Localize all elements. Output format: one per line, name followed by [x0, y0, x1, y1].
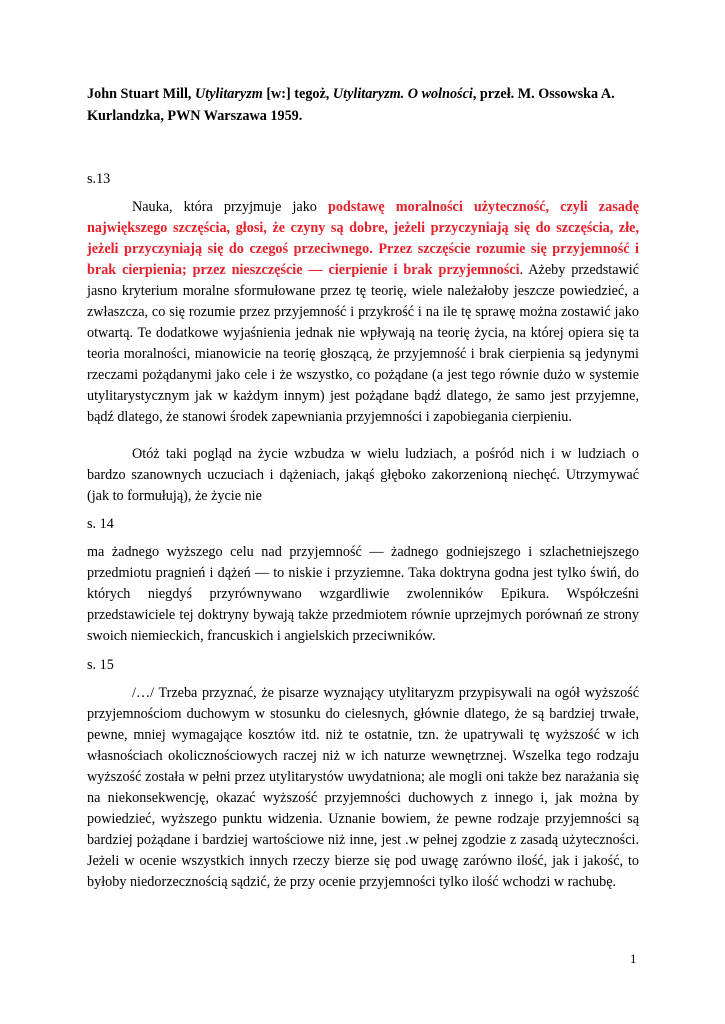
paragraph-1: [87, 197, 639, 428]
heading-translator: , przeł. M. Ossowska A. Kurlandzka, PWN Warszawa 1959.: [87, 86, 615, 124]
page-number: 1: [630, 951, 637, 966]
heading-title: Utylitaryzm: [195, 86, 263, 102]
page-marker-14: s. 14: [87, 516, 114, 532]
heading-author: John Stuart Mill,: [87, 86, 195, 102]
highlighted-definition: podstawę moralności użyteczność, czyli zasadę największego szczęścia, głosi, że czyny są dobre, jeżeli przyczyniają się do szczęścia, złe, jeżeli przyczyniają się do czegoś przeciwnego. Przez szczęście rozumie się przyjemność i brak cierpienia; przez nieszczęście — cierpienie i brak przyjemności: [87, 199, 639, 278]
paragraph-4: /…/ Trzeba przyznać, że pisarze wyznający utylitaryzm przypisywali na ogół wyższość przyjemnościom duchowym w stosunku do cielesnych, głównie dlatego, że są bardziej trwałe, pewne, mniej wymagające kosztów itd. niż te ostatnie, tzn. że upatrywali tę wyższość w ich własnościach okolicznościowych raczej niż w ich naturze wewnętrznej. Wszelka tego rodzaju wyższość została w pełni przez utylitarystów uwydatniona; ale mogli oni także bez narażania się na niekonsekwencję, okazać wyższość przyjemności duchowych z innego i, jak można by powiedzieć, wyższego punktu widzenia. Uznanie bowiem, że pewne rodzaje przyjemności są bardziej pożądane i bardziej wartościowe niż inne, jest .w pełnej zgodzie z zasadą użyteczności. Jeżeli w ocenie wszystkich innych rzeczy bierze się pod uwagę zarówno ilość, jak i jakość, to byłoby niedorzecznością sądzić, że przy ocenie przyjemności tylko ilość wchodzi w rachubę.: [87, 685, 639, 890]
bibliographic-heading: [87, 84, 647, 127]
paragraph-1-lead: Nauka, która przyjmuje jako: [132, 199, 328, 215]
paragraph-2: Otóż taki pogląd na życie wzbudza w wielu ludziach, a pośród nich i w ludziach o bardzo szanownych uczuciach i dążeniach, jakąś głęboko zakorzenioną niechęć. Utrzymywać (jak to formułują), że życie nie: [87, 446, 639, 504]
paragraph-1-rest: . Ażeby przedstawić jasno kryterium moralne sformułowane przez tę teorię, wiele należałoby jeszcze powiedzieć, a zwłaszcza, co się rozumie przez przyjemność i przykrość i na ile tę sprawę można zostawić jako otwartą. Te dodatkowe wyjaśnienia jednak nie wpływają na teorię życia, na której opiera się ta teoria moralności, mianowicie na teorię głoszącą, że przyjemność i brak cierpienia są jedynymi rzeczami pożądanymi jako cele i że wszystko, co pożądane (a jest tego równie dużo w systemie utylitarystycznym jak w każdym innym) jest pożądane bądź dlatego, że samo jest przyjemne, bądź dlatego, że stanowi środek zapewniania przyjemności i zapobiegania cierpieniu.: [87, 262, 639, 425]
page-marker-13: s.13: [87, 171, 111, 187]
paragraph-3: ma żadnego wyższego celu nad przyjemność — żadnego godniejszego i szlachetniejszego przedmiotu pragnień i dążeń — to niskie i przyziemne. Taka doktryna godna jest tylko świń, do których niegdyś przyrównywano wzgardliwie zwolenników Epikura. Współcześni przedstawiciele tej doktryny bywają także przedmiotem równie uprzejmych porównań ze strony swoich niemieckich, francuskich i angielskich przeciwników.: [87, 544, 639, 644]
heading-source: Utylitaryzm. O wolności: [332, 86, 473, 102]
heading-in-part: [w:] tegoż,: [262, 86, 333, 102]
page-marker-15: s. 15: [87, 657, 114, 673]
